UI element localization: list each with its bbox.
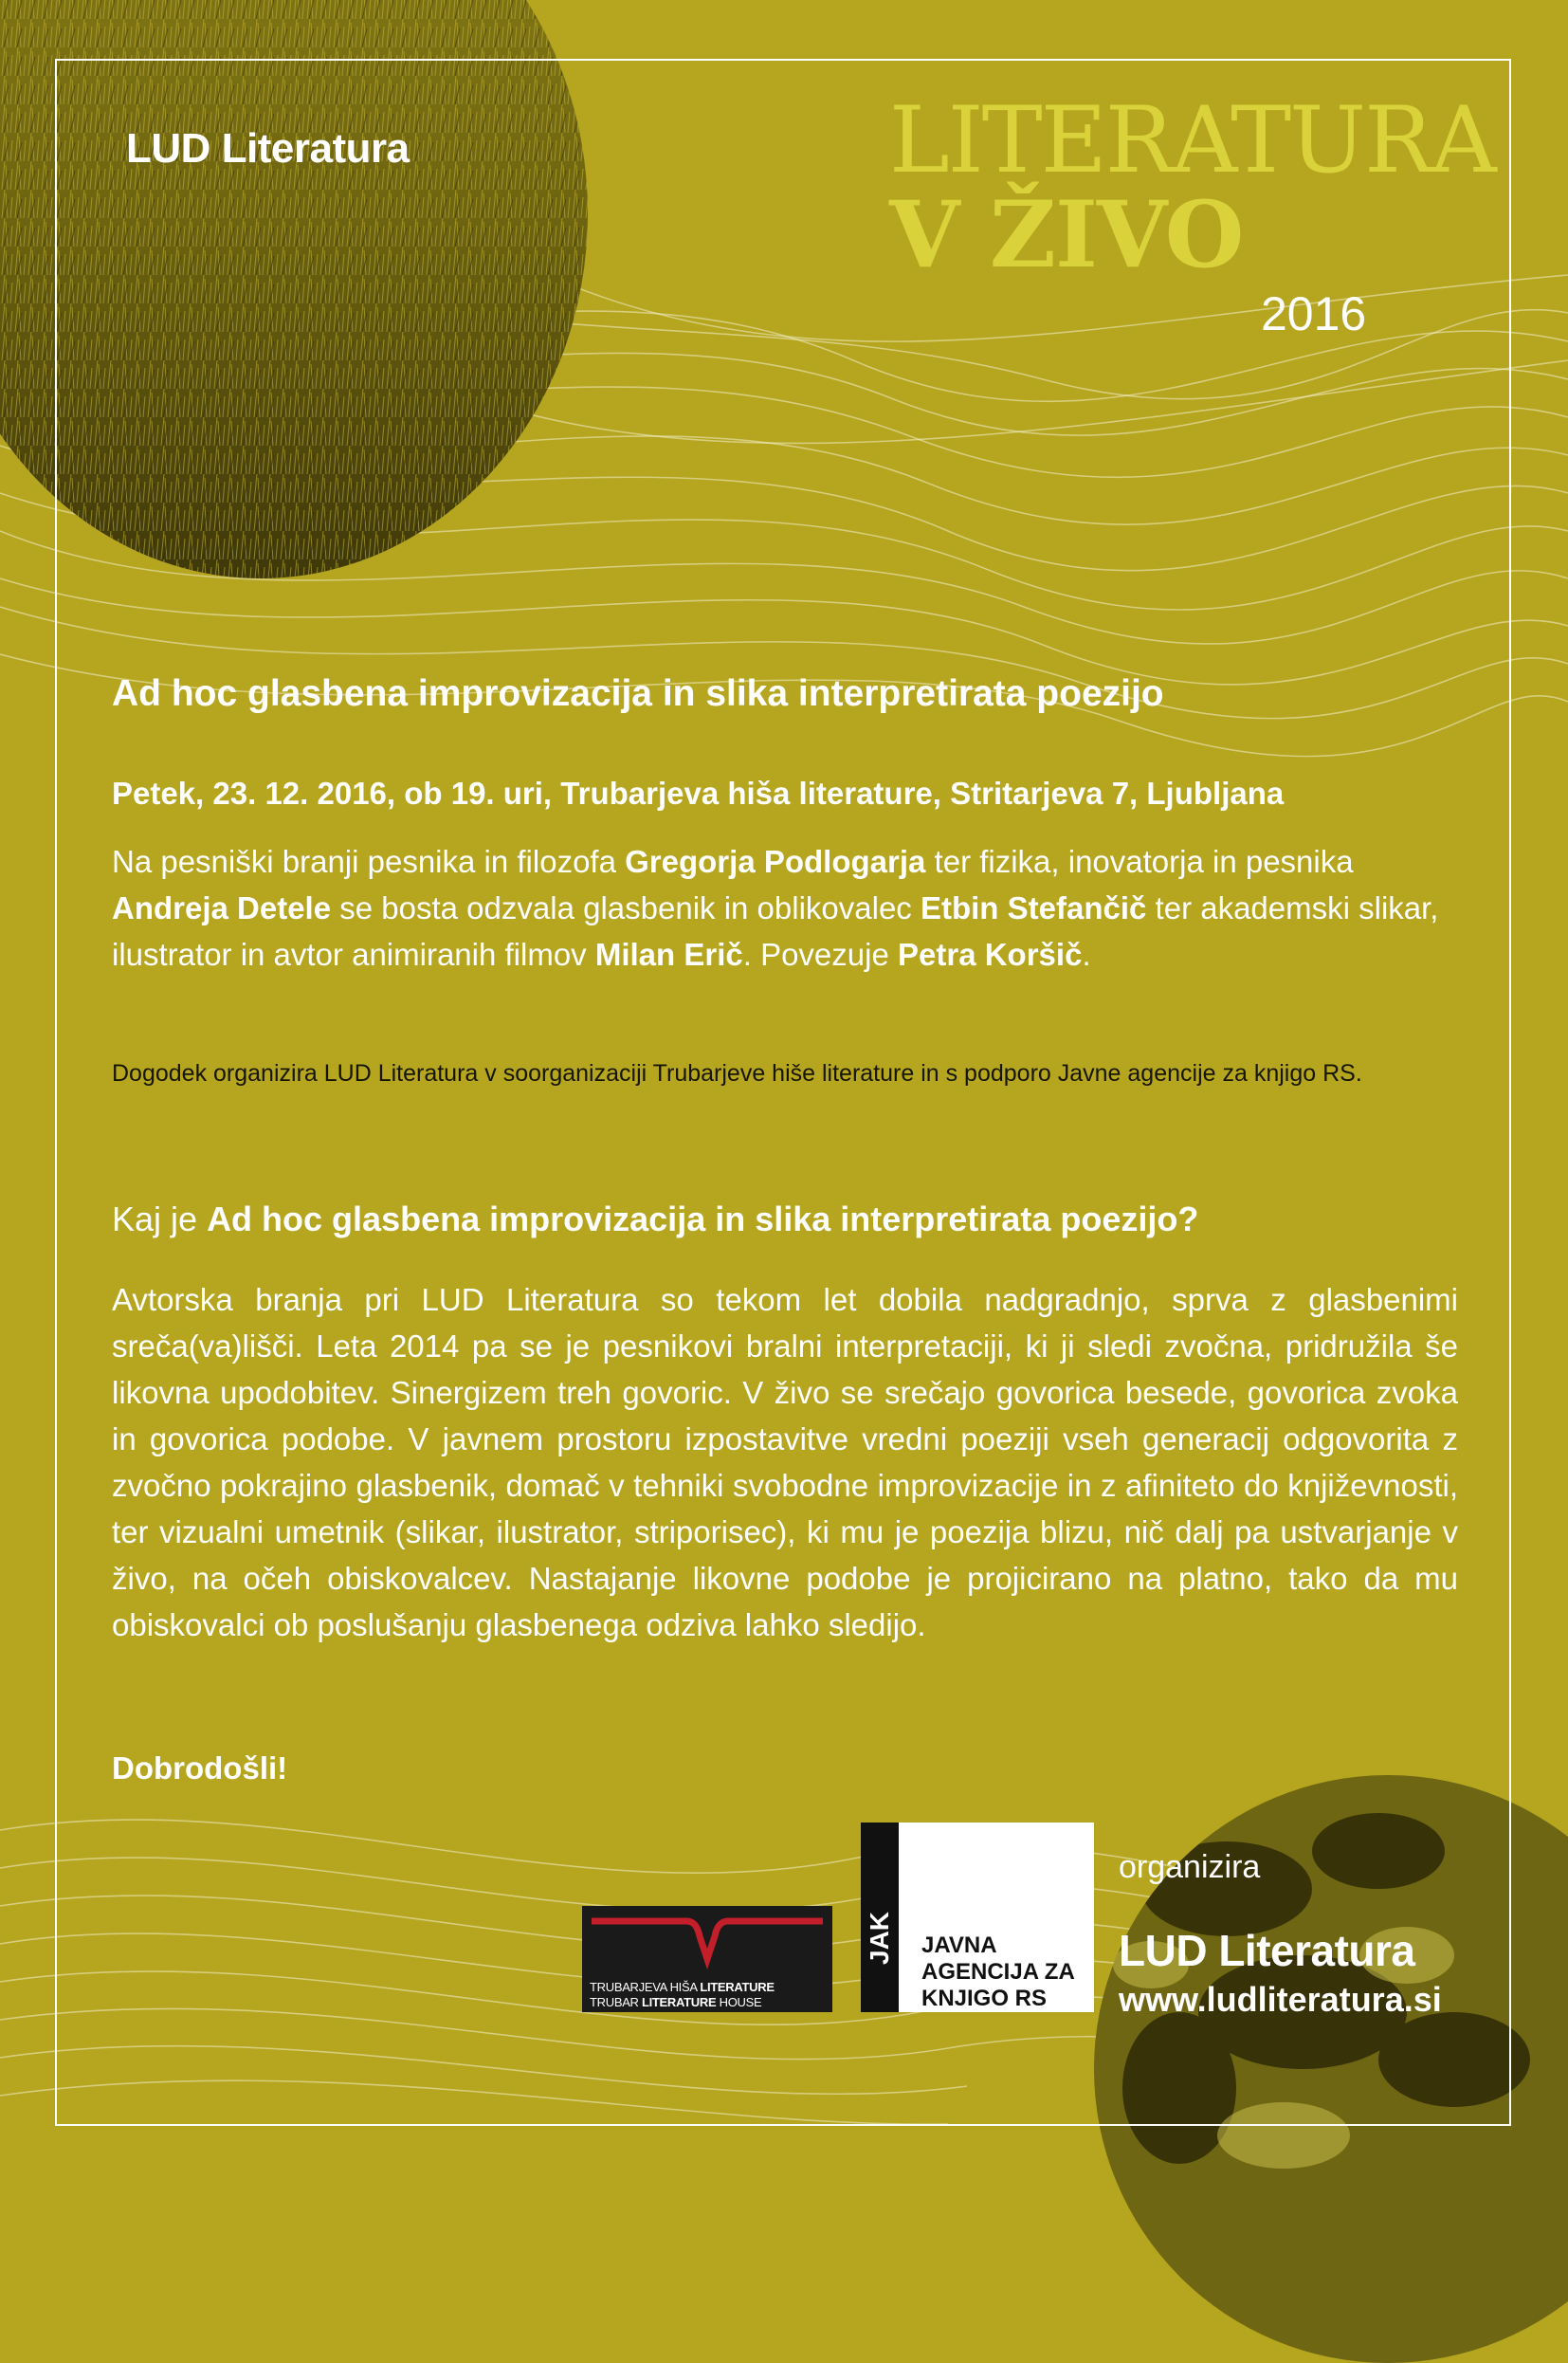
about-heading: Kaj je Ad hoc glasbena improvizacija in slika interpretirata poezijo?: [112, 1200, 1199, 1238]
person-name: Andreja Detele: [112, 890, 332, 925]
trubar-logo-text-2: TRUBAR LITERATURE HOUSE: [590, 1995, 762, 2009]
event-title: Ad hoc glasbena improvizacija in slika interpretirata poezijo: [112, 673, 1164, 714]
series-subtitle: V ŽIVO: [889, 181, 1244, 288]
person-name: Etbin Stefančič: [920, 890, 1147, 925]
trubar-logo-text-1: TRUBARJEVA HIŠA LITERATURE: [590, 1980, 775, 1994]
jak-logo: [861, 1823, 1094, 2012]
person-name: Petra Koršič: [898, 937, 1083, 972]
series-title: LITERATURA: [889, 87, 1495, 193]
trubar-brace-icon: [582, 1906, 832, 1978]
person-name: Milan Erič: [594, 937, 743, 972]
about-body: Avtorska branja pri LUD Literatura so tekom let dobila nadgradnjo, sprva z glasbenimi sreča(va)lišči. Leta 2014 pa se je pesnikovi bralni interpretaciji, ki ji sledi zvočna, pridružila še likovna upodobitev. Sinergizem treh govoric. V živo se srečajo govorica besede, govorica zvoka in govorica podobe. V javnem prostoru izpostavitve vredni poeziji vseh generacij odgovorita z zvočno pokrajino glasbenik, domač v tehniki svobodne improvizacije in z afiniteto do književnosti, ter vizualni umetnik (slikar, ilustrator, striporisec), ki mu je poezija blizu, nič dalj pa ustvarjanje v živo, na očeh obiskovalcev. Nastajanje likovne podobe je projicirano na platno, tako da mu obiskovalci ob poslušanju glasbenega odziva lahko sledijo.: [112, 1282, 1458, 1642]
organizer-note: Dogodek organizira LUD Literatura v soorganizaciji Trubarjeve hiše literature in s podporo Javne agencije za knjigo RS.: [112, 1060, 1362, 1087]
event-date-venue: Petek, 23. 12. 2016, ob 19. uri, Trubarjeva hiša literature, Stritarjeva 7, Ljubljana: [112, 776, 1285, 811]
jak-full-name: JAVNA AGENCIJA ZA KNJIGO RS: [921, 1933, 1075, 2011]
organizer-name: LUD Literatura: [1119, 1926, 1415, 1975]
series-year: 2016: [1261, 287, 1367, 340]
welcome-text: Dobrodošli!: [112, 1750, 288, 1786]
organizer-label: organizira: [1119, 1849, 1261, 1885]
jak-short-label: JAK: [865, 1911, 894, 1965]
organizer-url: www.ludliteratura.si: [1119, 1980, 1442, 2019]
trubar-house-logo: [582, 1906, 832, 2012]
brand-name: LUD Literatura: [126, 125, 410, 172]
event-intro: Na pesniški branji pesnika in filozofa Gregorja Podlogarja ter fizika, inovatorja in pesnika Andreja Detele se bosta odzvala glasbenik in oblikovalec Etbin Stefančič ter akademski slikar, ilustrator in avtor animiranih filmov Milan Erič. Povezuje Petra Koršič.: [112, 844, 1439, 972]
person-name: Gregorja Podlogarja: [625, 844, 926, 879]
